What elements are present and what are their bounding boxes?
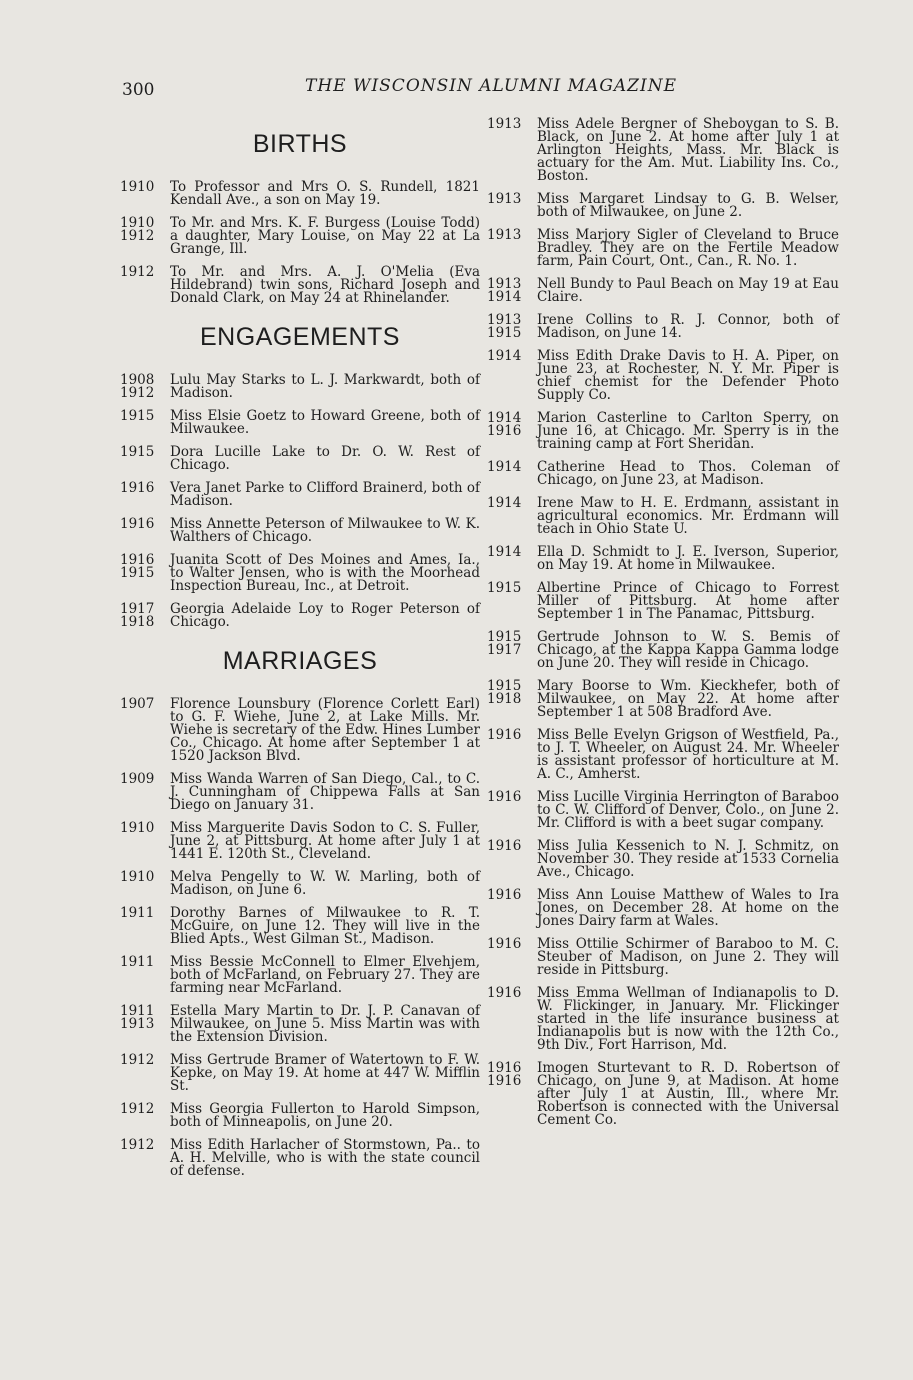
engagements-title: ENGAGEMENTS <box>200 323 400 351</box>
list-item <box>120 822 480 861</box>
class-years <box>120 822 170 861</box>
class-year: 1910 <box>120 215 155 231</box>
list-item <box>487 229 839 268</box>
class-year: 1917 <box>120 601 155 617</box>
class-year: 1913 <box>487 312 522 328</box>
class-years <box>120 871 170 897</box>
class-year: 1915 <box>487 580 522 596</box>
entry-text: Albertine Prince of Chicago to Forrest Miller of Pittsburg. At home after September 1 in The Panamac, Pittsburg. <box>537 580 839 622</box>
class-years <box>487 118 537 183</box>
class-years <box>120 181 170 207</box>
entry-text: Irene Maw to H. E. Erdmann, assistant in agricultural economics. Mr. Erdmann will teach in Ohio State U. <box>537 495 839 537</box>
class-year: 1916 <box>487 838 522 854</box>
entry-text: Mary Boorse to Wm. Kieckhefer, both of Milwaukee, on May 22. At home after September 1 at 508 Bradford Ave. <box>537 678 839 720</box>
class-year: 1910 <box>120 179 155 195</box>
list-item <box>487 497 839 536</box>
class-years <box>487 278 537 304</box>
engagements-list <box>120 374 480 629</box>
births-title: BIRTHS <box>252 130 348 158</box>
list-item <box>487 314 839 340</box>
entry-text: Lulu May Starks to L. J. Markwardt, both of Madison. <box>170 372 480 401</box>
entry-text: Miss Julia Kessenich to N. J. Schmitz, on November 30. They reside at 1533 Cornelia Ave., Chicago. <box>537 838 839 880</box>
list-item <box>120 1005 480 1044</box>
class-year: 1908 <box>120 372 155 388</box>
list-item <box>487 412 839 451</box>
class-years <box>487 1062 537 1127</box>
entry-text: Miss Adele Bergner of Sheboygan to S. B. Black, on June 2. At home after July 1 at Arlington Heights, Mass. Mr. Black is actuary for the Am. Mut. Liability Ins. Co., Boston. <box>537 116 839 184</box>
list-item <box>487 680 839 719</box>
entry-text: Vera Janet Parke to Clifford Brainerd, both of Madison. <box>170 480 480 509</box>
entry-text: Miss Wanda Warren of San Diego, Cal., to C. J. Cunningham of Chippewa Falls at San Diego on January 31. <box>170 771 480 813</box>
class-year: 1916 <box>487 789 522 805</box>
entry-text: Miss Belle Evelyn Grigson of Westfield, Pa., to J. T. Wheeler, on August 24. Mr. Wheeler is assistant professor of horticulture at M. A. C., Amherst. <box>537 727 839 782</box>
class-year: 1915 <box>487 325 522 341</box>
class-year: 1913 <box>487 227 522 243</box>
list-item <box>120 217 480 256</box>
class-years <box>120 907 170 946</box>
class-year: 1916 <box>120 516 155 532</box>
entry-text: Miss Georgia Fullerton to Harold Simpson, both of Minneapolis, on June 20. <box>170 1101 480 1130</box>
entry-text: Imogen Sturtevant to R. D. Robertson of Chicago, on June 9, at Madison. At home after July 1 at Austin, Ill., where Mr. Robertson is connected with the Universal Cement Co. <box>537 1060 839 1128</box>
list-item <box>487 631 839 670</box>
class-year: 1914 <box>487 495 522 511</box>
class-year: 1916 <box>487 727 522 743</box>
class-year: 1916 <box>120 552 155 568</box>
list-item <box>487 582 839 621</box>
list-item <box>120 1103 480 1129</box>
class-year: 1915 <box>487 629 522 645</box>
class-years <box>120 1054 170 1093</box>
class-years <box>487 582 537 621</box>
entry-text: Miss Elsie Goetz to Howard Greene, both of Milwaukee. <box>170 408 480 437</box>
class-years <box>120 1005 170 1044</box>
list-item <box>120 773 480 812</box>
list-item <box>120 1054 480 1093</box>
class-years <box>487 350 537 402</box>
list-item <box>120 554 480 593</box>
class-years <box>120 374 170 400</box>
marriages-list-right <box>487 118 839 1127</box>
list-item <box>487 193 839 219</box>
list-item <box>487 938 839 977</box>
entry-text: Gertrude Johnson to W. S. Bemis of Chicago, at the Kappa Kappa Gamma lodge on June 20. They will reside in Chicago. <box>537 629 839 671</box>
class-year: 1913 <box>487 191 522 207</box>
class-year: 1916 <box>487 1060 522 1076</box>
entry-text: Dora Lucille Lake to Dr. O. W. Rest of Chicago. <box>170 444 480 473</box>
list-item <box>487 987 839 1052</box>
class-years <box>120 773 170 812</box>
entry-text: Irene Collins to R. J. Connor, both of Madison, on June 14. <box>537 312 839 341</box>
entry-text: Miss Edith Harlacher of Stormstown, Pa.. to A. H. Melville, who is with the state council of defense. <box>170 1137 480 1179</box>
right-column <box>487 118 839 1137</box>
entry-text: Georgia Adelaide Loy to Roger Peterson of Chicago. <box>170 601 480 630</box>
entry-text: Catherine Head to Thos. Coleman of Chicago, on June 23, at Madison. <box>537 459 839 488</box>
class-year: 1909 <box>120 771 155 787</box>
entry-text: Estella Mary Martin to Dr. J. P. Canavan of Milwaukee, on June 5. Miss Martin was with the Extension Division. <box>170 1003 480 1045</box>
class-year: 1918 <box>487 691 522 707</box>
list-item <box>487 791 839 830</box>
list-item <box>487 118 839 183</box>
class-year: 1914 <box>487 289 522 305</box>
list-item <box>120 181 480 207</box>
class-years <box>487 546 537 572</box>
class-year: 1912 <box>120 264 155 280</box>
class-year: 1912 <box>120 1052 155 1068</box>
class-years <box>120 956 170 995</box>
entry-text: Florence Lounsbury (Florence Corlett Earl) to G. F. Wiehe, June 2, at Lake Mills. Mr. Wiehe is secretary of the Edw. Hines Lumber Co., Chicago. At home after September 1 at 1520 Jackson Blvd. <box>170 696 480 764</box>
class-year: 1911 <box>120 1003 155 1019</box>
list-item <box>487 461 839 487</box>
class-year: 1910 <box>120 869 155 885</box>
entry-text: Miss Annette Peterson of Milwaukee to W. K. Walthers of Chicago. <box>170 516 480 545</box>
entry-text: To Mr. and Mrs. A. J. O'Melia (Eva Hildebrand) twin sons, Richard Joseph and Donald Clark, on May 24 at Rhinelander. <box>170 264 480 306</box>
class-year: 1907 <box>120 696 155 712</box>
class-year: 1913 <box>120 1016 155 1032</box>
class-year: 1914 <box>487 348 522 364</box>
marriages-title: MARRIAGES <box>222 647 378 675</box>
list-item <box>487 350 839 402</box>
class-year: 1915 <box>120 444 155 460</box>
class-year: 1912 <box>120 228 155 244</box>
class-year: 1916 <box>487 936 522 952</box>
list-item <box>487 278 839 304</box>
list-item <box>120 266 480 305</box>
entry-text: To Professor and Mrs O. S. Rundell, 1821 Kendall Ave., a son on May 19. <box>170 179 480 208</box>
class-years <box>487 938 537 977</box>
class-year: 1910 <box>120 820 155 836</box>
class-years <box>487 412 537 451</box>
class-year: 1915 <box>120 408 155 424</box>
entry-text: Miss Bessie McConnell to Elmer Elvehjem, both of McFarland, on February 27. They are farming near McFarland. <box>170 954 480 996</box>
class-years <box>120 518 170 544</box>
list-item <box>487 889 839 928</box>
marriages-list-left <box>120 698 480 1178</box>
list-item <box>120 603 480 629</box>
list-item <box>487 729 839 781</box>
class-years <box>487 631 537 670</box>
class-years <box>120 482 170 508</box>
list-item <box>120 1139 480 1178</box>
entry-text: Miss Gertrude Bramer of Watertown to F. W. Kepke, on May 19. At home at 447 W. Mifflin St. <box>170 1052 480 1094</box>
class-years <box>487 889 537 928</box>
entry-text: Miss Emma Wellman of Indianapolis to D. W. Flickinger, in January. Mr. Flickinger started in the life insurance business at Indianapolis but is now with the 12th Co., 9th Div., Fort Harrison, Md. <box>537 985 839 1053</box>
entry-text: Miss Marguerite Davis Sodon to C. S. Fuller, June 2, at Pittsburg. At home after July 1 at 1441 E. 120th St., Cleveland. <box>170 820 480 862</box>
list-item <box>120 698 480 763</box>
class-year: 1912 <box>120 385 155 401</box>
entry-text: Ella D. Schmidt to J. E. Iverson, Superior, on May 19. At home in Milwaukee. <box>537 544 839 573</box>
class-years <box>487 987 537 1052</box>
entry-text: Miss Ann Louise Matthew of Wales to Ira Jones, on December 28. At home on the Jones Dairy farm at Wales. <box>537 887 839 929</box>
class-year: 1912 <box>120 1137 155 1153</box>
class-years <box>120 446 170 472</box>
class-years <box>120 603 170 629</box>
list-item <box>487 1062 839 1127</box>
class-year: 1913 <box>487 116 522 132</box>
class-years <box>120 698 170 763</box>
entry-text: Melva Pengelly to W. W. Marling, both of Madison, on June 6. <box>170 869 480 898</box>
class-year: 1916 <box>487 985 522 1001</box>
class-year: 1915 <box>487 678 522 694</box>
entry-text: Dorothy Barnes of Milwaukee to R. T. McGuire, on June 12. They will live in the Blied Apts., West Gilman St., Madison. <box>170 905 480 947</box>
class-years <box>487 497 537 536</box>
page-number: 300 <box>122 80 155 100</box>
class-year: 1916 <box>487 1073 522 1089</box>
class-years <box>120 1139 170 1178</box>
running-head: THE WISCONSIN ALUMNI MAGAZINE <box>305 76 677 96</box>
class-years <box>120 266 170 305</box>
class-year: 1914 <box>487 544 522 560</box>
entry-text: Miss Lucille Virginia Herrington of Baraboo to C. W. Clifford of Denver, Colo., on June 2. Mr. Clifford is with a beet sugar company. <box>537 789 839 831</box>
class-years <box>487 791 537 830</box>
class-years <box>120 1103 170 1129</box>
class-year: 1916 <box>120 480 155 496</box>
class-years <box>120 410 170 436</box>
class-years <box>487 461 537 487</box>
class-year: 1917 <box>487 642 522 658</box>
left-column <box>120 118 480 1188</box>
entry-text: Juanita Scott of Des Moines and Ames, Ia., to Walter Jensen, who is with the Moorhead Inspection Bureau, Inc., at Detroit. <box>170 552 480 594</box>
class-year: 1913 <box>487 276 522 292</box>
entry-text: Nell Bundy to Paul Beach on May 19 at Eau Claire. <box>537 276 839 305</box>
list-item <box>487 840 839 879</box>
class-year: 1914 <box>487 410 522 426</box>
class-years <box>120 217 170 256</box>
list-item <box>120 374 480 400</box>
class-year: 1911 <box>120 905 155 921</box>
class-years <box>487 840 537 879</box>
class-years <box>487 229 537 268</box>
list-item <box>120 482 480 508</box>
class-year: 1914 <box>487 459 522 475</box>
class-year: 1912 <box>120 1101 155 1117</box>
list-item <box>120 518 480 544</box>
class-years <box>120 554 170 593</box>
list-item <box>120 956 480 995</box>
list-item <box>120 446 480 472</box>
class-year: 1911 <box>120 954 155 970</box>
class-years <box>487 729 537 781</box>
list-item <box>487 546 839 572</box>
class-years <box>487 680 537 719</box>
class-year: 1916 <box>487 423 522 439</box>
class-year: 1916 <box>487 887 522 903</box>
class-years <box>487 314 537 340</box>
list-item <box>120 410 480 436</box>
class-year: 1918 <box>120 614 155 630</box>
entry-text: Miss Margaret Lindsay to G. B. Welser, both of Milwaukee, on June 2. <box>537 191 839 220</box>
list-item <box>120 907 480 946</box>
class-years <box>487 193 537 219</box>
births-list <box>120 181 480 305</box>
entry-text: Miss Edith Drake Davis to H. A. Piper, on June 23, at Rochester, N. Y. Mr. Piper is chief chemist for the Defender Photo Supply Co. <box>537 348 839 403</box>
class-year: 1915 <box>120 565 155 581</box>
entry-text: To Mr. and Mrs. K. F. Burgess (Louise Todd) a daughter, Mary Louise, on May 22 at La Grange, Ill. <box>170 215 480 257</box>
list-item <box>120 871 480 897</box>
entry-text: Miss Ottilie Schirmer of Baraboo to M. C. Steuber of Madison, on June 2. They will reside in Pittsburg. <box>537 936 839 978</box>
entry-text: Marion Casterline to Carlton Sperry, on June 16, at Chicago. Mr. Sperry is in the training camp at Fort Sheridan. <box>537 410 839 452</box>
entry-text: Miss Marjory Sigler of Cleveland to Bruce Bradley. They are on the Fertile Meadow farm, Pain Court, Ont., Can., R. No. 1. <box>537 227 839 269</box>
